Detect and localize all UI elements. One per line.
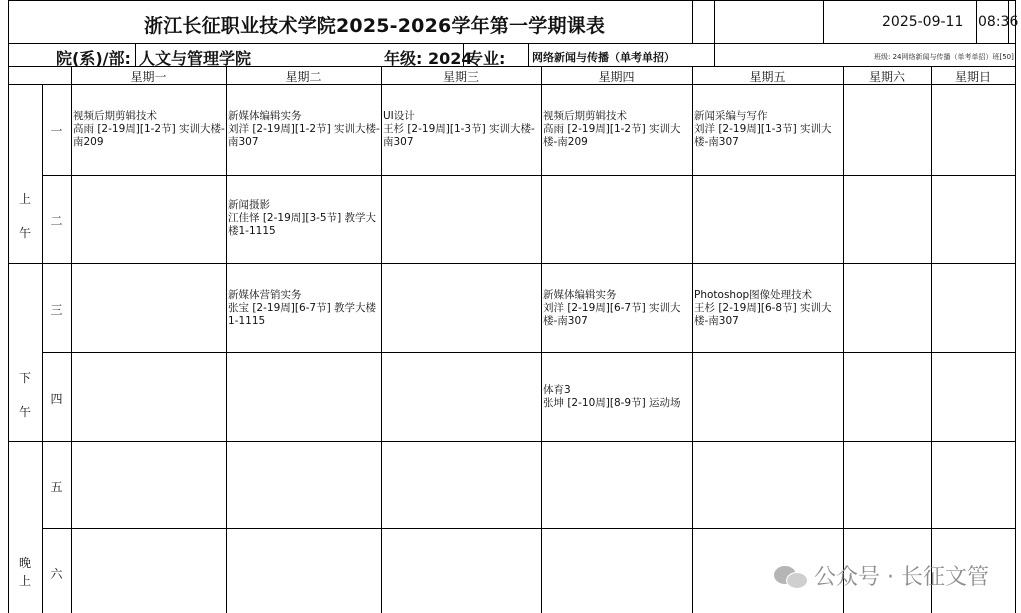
timetable-sheet	[8, 0, 1018, 613]
course-cell	[228, 289, 380, 328]
course-cell	[73, 110, 225, 149]
course-detail: 江佳怿 [2-19周][3-5节] 教学大楼1-1115	[228, 212, 377, 237]
course-detail: 张坤 [2-10周][8-9节] 运动场	[543, 397, 681, 409]
course-name: 体育3	[543, 384, 571, 396]
period-label-3: 三	[50, 303, 63, 317]
course-detail: 刘洋 [2-19周][6-7节] 实训大楼-南307	[543, 302, 681, 327]
dept-value: 人文与管理学院	[139, 49, 252, 68]
course-name: 新媒体编辑实务	[543, 289, 617, 301]
course-name: 新闻采编与写作	[694, 110, 768, 122]
course-cell	[543, 110, 691, 149]
course-name: 新闻摄影	[228, 199, 270, 211]
course-cell	[694, 110, 842, 149]
print-time: 08:36	[978, 14, 1019, 30]
course-name: 视频后期剪辑技术	[73, 110, 157, 122]
print-date: 2025-09-11	[882, 14, 964, 30]
class-info: 班级: 24网络新闻与传播（单考单招）班[50]	[874, 53, 1014, 61]
period-label-1: 一	[50, 124, 63, 138]
block-morning-1: 上	[18, 192, 31, 206]
course-cell	[383, 110, 540, 149]
course-name: 新媒体营销实务	[228, 289, 302, 301]
course-detail: 张宝 [2-19周][6-7节] 教学大楼1-1115	[228, 302, 377, 327]
block-morning-2: 午	[18, 226, 31, 240]
course-cell	[543, 384, 691, 410]
block-evening-2: 上	[18, 574, 31, 588]
day-header-wed: 星期三	[442, 70, 479, 84]
day-header-sat: 星期六	[868, 70, 905, 84]
day-header-mon: 星期一	[130, 70, 167, 84]
course-name: 视频后期剪辑技术	[543, 110, 627, 122]
watermark-text: 公众号 · 长征文管	[814, 565, 989, 590]
block-afternoon-2: 午	[18, 405, 31, 419]
watermark	[774, 560, 989, 591]
course-detail: 刘洋 [2-19周][1-2节] 实训大楼-南307	[228, 123, 380, 148]
course-detail: 王杉 [2-19周][1-3节] 实训大楼-南307	[383, 123, 535, 148]
dept-label: 院(系)/部:	[56, 49, 131, 68]
course-name: Photoshop图像处理技术	[694, 289, 813, 301]
major-value: 网络新闻与传播（单考单招）	[532, 51, 675, 64]
grade-label: 年级: 2024	[384, 49, 473, 68]
course-cell	[543, 289, 691, 328]
day-header-thu: 星期四	[598, 70, 635, 84]
course-cell	[228, 199, 380, 238]
day-header-tue: 星期二	[285, 70, 322, 84]
course-detail: 刘洋 [2-19周][1-3节] 实训大楼-南307	[694, 123, 832, 148]
period-label-5: 五	[50, 480, 63, 494]
block-afternoon-1: 下	[18, 371, 31, 385]
course-detail: 高雨 [2-19周][1-2节] 实训大楼-南209	[543, 123, 681, 148]
course-detail: 王杉 [2-19周][6-8节] 实训大楼-南307	[694, 302, 832, 327]
period-label-6: 六	[50, 567, 63, 581]
course-cell	[694, 289, 842, 328]
course-detail: 高雨 [2-19周][1-2节] 实训大楼-南209	[73, 123, 225, 148]
wechat-icon	[774, 564, 808, 588]
course-name: 新媒体编辑实务	[228, 110, 302, 122]
course-name: UI设计	[383, 110, 415, 122]
day-header-fri: 星期五	[749, 70, 786, 84]
day-header-sun: 星期日	[954, 70, 991, 84]
period-label-2: 二	[50, 214, 63, 228]
major-label: 专业:	[467, 49, 506, 68]
page-title: 浙江长征职业技术学院2025-2026学年第一学期课表	[144, 15, 606, 37]
block-evening-1: 晚	[18, 556, 31, 570]
period-label-4: 四	[50, 392, 63, 406]
course-cell	[228, 110, 380, 149]
